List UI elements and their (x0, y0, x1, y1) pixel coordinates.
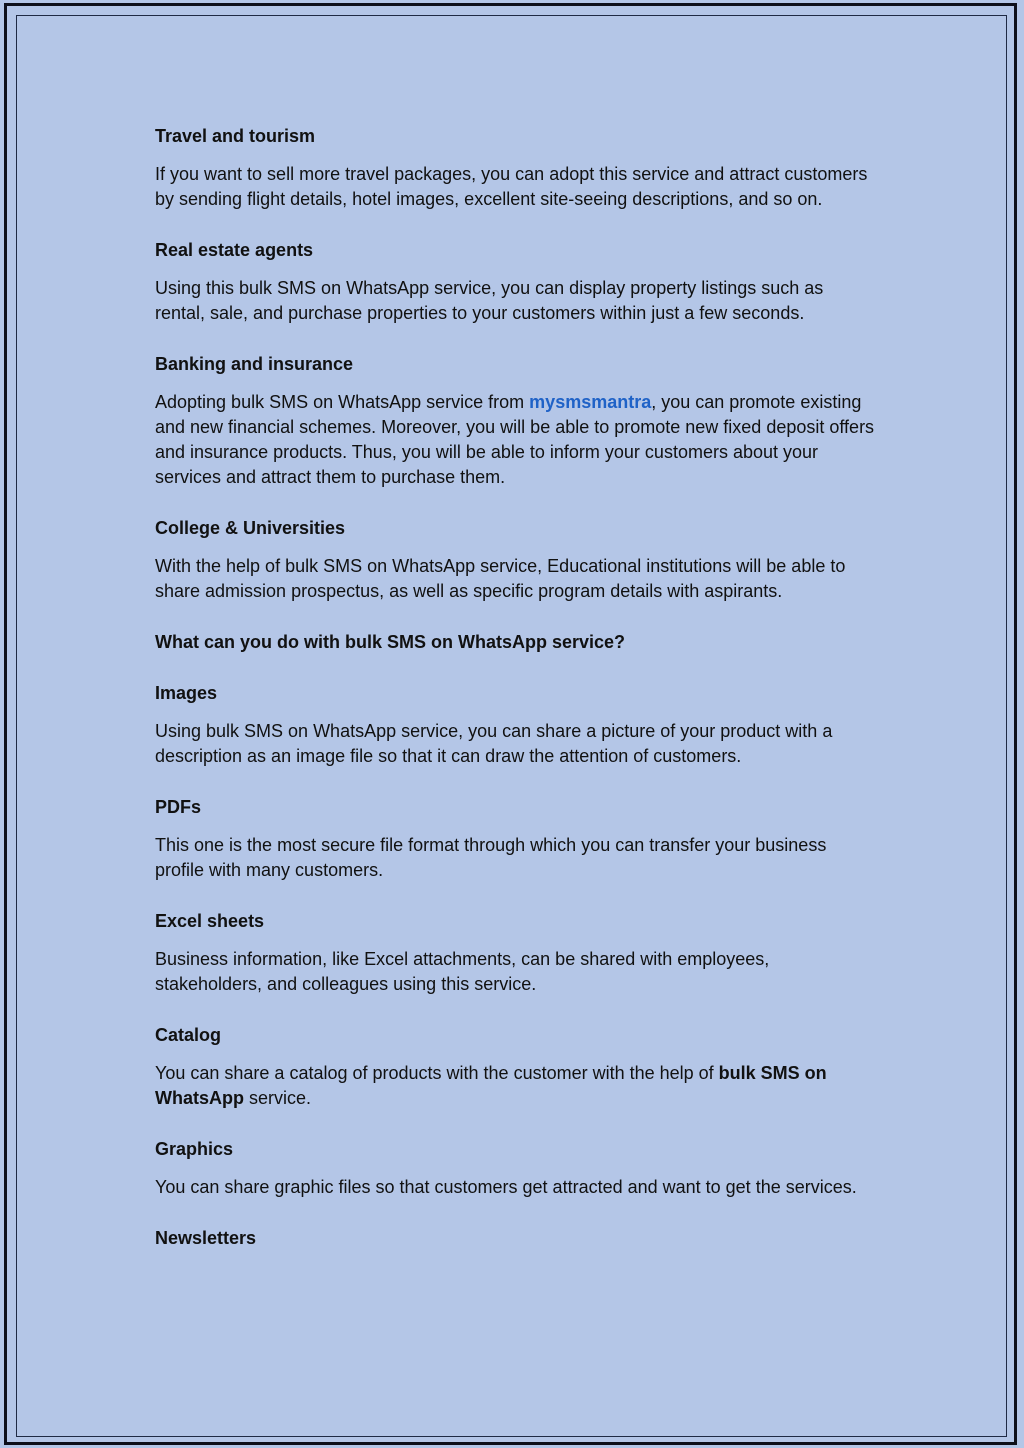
paragraph-excel-sheets: Business information, like Excel attachments, can be shared with employees, stakeholders, and colleagues using this service. (155, 949, 770, 994)
paragraph-images: Using bulk SMS on WhatsApp service, you can share a picture of your product with a description as an image file so that it can draw the attention of customers. (155, 721, 833, 766)
heading-what-can-you-do: What can you do with bulk SMS on WhatsApp service? (155, 632, 626, 652)
document-content (155, 124, 875, 1251)
paragraph-pdfs: This one is the most secure file format through which you can transfer your business profile with many customers. (155, 835, 827, 880)
paragraph-catalog-bold-text: bulk SMS on WhatsApp (155, 1063, 827, 1108)
heading-excel-sheets: Excel sheets (155, 911, 265, 931)
paragraph-banking-insurance (155, 390, 875, 490)
heading-pdfs: PDFs (155, 797, 202, 817)
paragraph-catalog (155, 1061, 875, 1111)
paragraph-catalog-text-before: You can share a catalog of products with the customer with the help of (155, 1063, 719, 1083)
heading-travel-tourism: Travel and tourism (155, 126, 316, 146)
paragraph-catalog-text-after: service. (244, 1088, 312, 1108)
heading-newsletters: Newsletters (155, 1228, 257, 1248)
heading-images: Images (155, 683, 218, 703)
heading-real-estate: Real estate agents (155, 240, 314, 260)
paragraph-banking-text-after: , you can promote existing and new financial schemes. Moreover, you will be able to promote new fixed deposit offers and insurance products. Thus, you will be able to inform your customers about your services and attract them to purchase them. (155, 392, 875, 487)
paragraph-college-universities: With the help of bulk SMS on WhatsApp service, Educational institutions will be able to share admission prospectus, as well as specific program details with aspirants. (155, 556, 846, 601)
paragraph-graphics: You can share graphic files so that customers get attracted and want to get the services. (155, 1177, 857, 1197)
heading-graphics: Graphics (155, 1139, 234, 1159)
paragraph-real-estate: Using this bulk SMS on WhatsApp service, you can display property listings such as rental, sale, and purchase properties to your customers within just a few seconds. (155, 278, 824, 323)
heading-college-universities: College & Universities (155, 518, 346, 538)
paragraph-travel-tourism: If you want to sell more travel packages, you can adopt this service and attract customers by sending flight details, hotel images, excellent site-seeing descriptions, and so on. (155, 164, 868, 209)
heading-banking-insurance: Banking and insurance (155, 354, 354, 374)
mysmsmantra-link[interactable]: mysmsmantra (529, 392, 652, 412)
heading-catalog: Catalog (155, 1025, 222, 1045)
paragraph-banking-text-before: Adopting bulk SMS on WhatsApp service from (155, 392, 530, 412)
